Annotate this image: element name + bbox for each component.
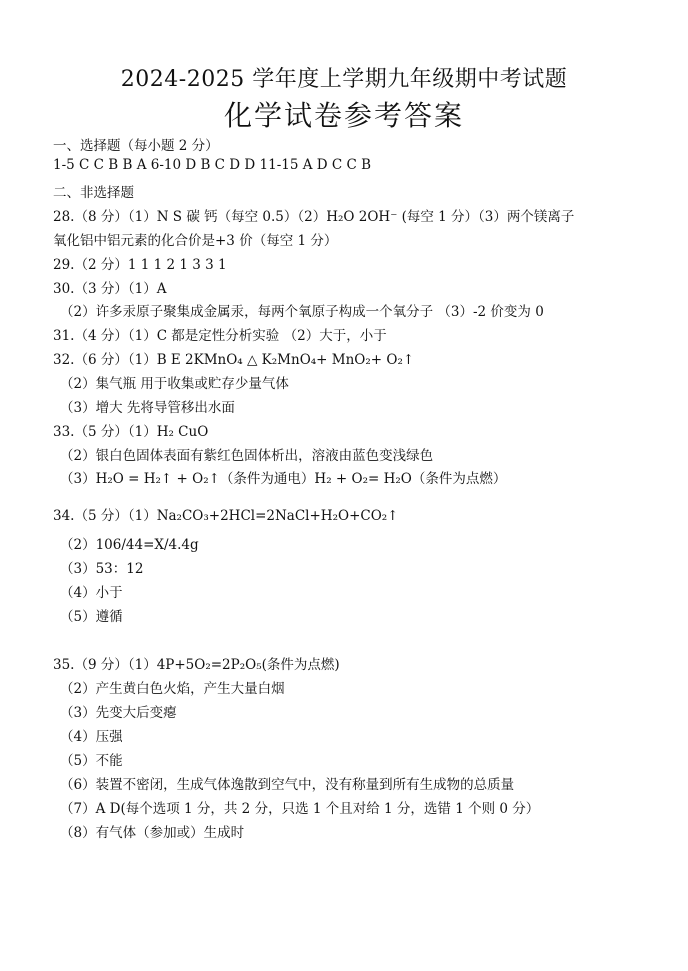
answer-line-34-4: （4）小于 — [60, 585, 123, 601]
answer-line-35-4: （4）压强 — [60, 729, 123, 745]
answer-line-33: 33.（5 分）（1）H₂ CuO — [53, 424, 209, 440]
answer-line-30-2: （2）许多汞原子聚集成金属汞，每两个氧原子构成一个氧分子 （3）-2 价变为 0 — [60, 304, 544, 320]
answer-line-34-3: （3）53：12 — [60, 561, 144, 577]
answer-line-35-6: （6）装置不密闭，生成气体逸散到空气中，没有称量到所有生成物的总质量 — [60, 777, 515, 793]
answer-line-28-cont: 氧化铝中铝元素的化合价是+3 价（每空 1 分） — [53, 233, 338, 249]
answer-line-32: 32.（6 分）（1）B E 2KMnO₄ △ K₂MnO₄+ MnO₂+ O₂↑ — [53, 352, 415, 368]
answer-line-28: 28.（8 分）（1）N S 碳 钙（每空 0.5）（2）H₂O 2OH⁻ (每空 1 分）（3）两个镁离子 — [53, 209, 575, 225]
answer-line-35-7: （7）A D(每个选项 1 分，共 2 分，只选 1 个且对给 1 分，选错 1 个则 0 分） — [60, 801, 540, 817]
section-heading-choice: 一、选择题（每小题 2 分） — [53, 138, 219, 154]
answer-line-31: 31.（4 分）（1）C 都是定性分析实验 （2）大于，小于 — [53, 328, 387, 344]
answer-line-33-2: （2）银白色固体表面有紫红色固体析出，溶液由蓝色变浅绿色 — [60, 448, 434, 464]
answer-line-30: 30.（3 分）（1）A — [53, 281, 167, 297]
answer-line-33-3: （3）H₂O = H₂↑ + O₂↑（条件为通电）H₂ + O₂= H₂O（条件为点燃） — [60, 471, 507, 487]
answer-line-35-5: （5）不能 — [60, 753, 123, 769]
section-heading-nonchoice: 二、非选择题 — [53, 185, 134, 201]
answer-line-32-2: （2）集气瓶 用于收集或贮存少量气体 — [60, 376, 289, 392]
answer-line-34-5: （5）遵循 — [60, 609, 123, 625]
answer-line-35-2: （2）产生黄白色火焰，产生大量白烟 — [60, 681, 285, 697]
answer-key-title: 化学试卷参考答案 — [223, 99, 464, 132]
answer-line-29: 29.（2 分）1 1 1 2 1 3 3 1 — [53, 257, 227, 273]
answer-line-34: 34.（5 分）（1）Na₂CO₃+2HCl=2NaCl+H₂O+CO₂↑ — [53, 508, 399, 524]
answer-line-35: 35.（9 分）（1）4P+5O₂=2P₂O₅(条件为点燃) — [53, 657, 340, 673]
exam-title: 2024-2025 学年度上学期九年级期中考试题 — [120, 67, 568, 92]
answer-line-32-3: （3）增大 先将导管移出水面 — [60, 400, 235, 416]
answer-line-choice: 1-5 C C B B A 6-10 D B C D D 11-15 A D C C B — [53, 157, 372, 173]
answer-line-34-2: （2）106/44=X/4.4g — [60, 537, 199, 553]
answer-line-35-3: （3）先变大后变瘪 — [60, 705, 177, 721]
answer-line-35-8: （8）有气体（参加或）生成时 — [60, 825, 245, 841]
